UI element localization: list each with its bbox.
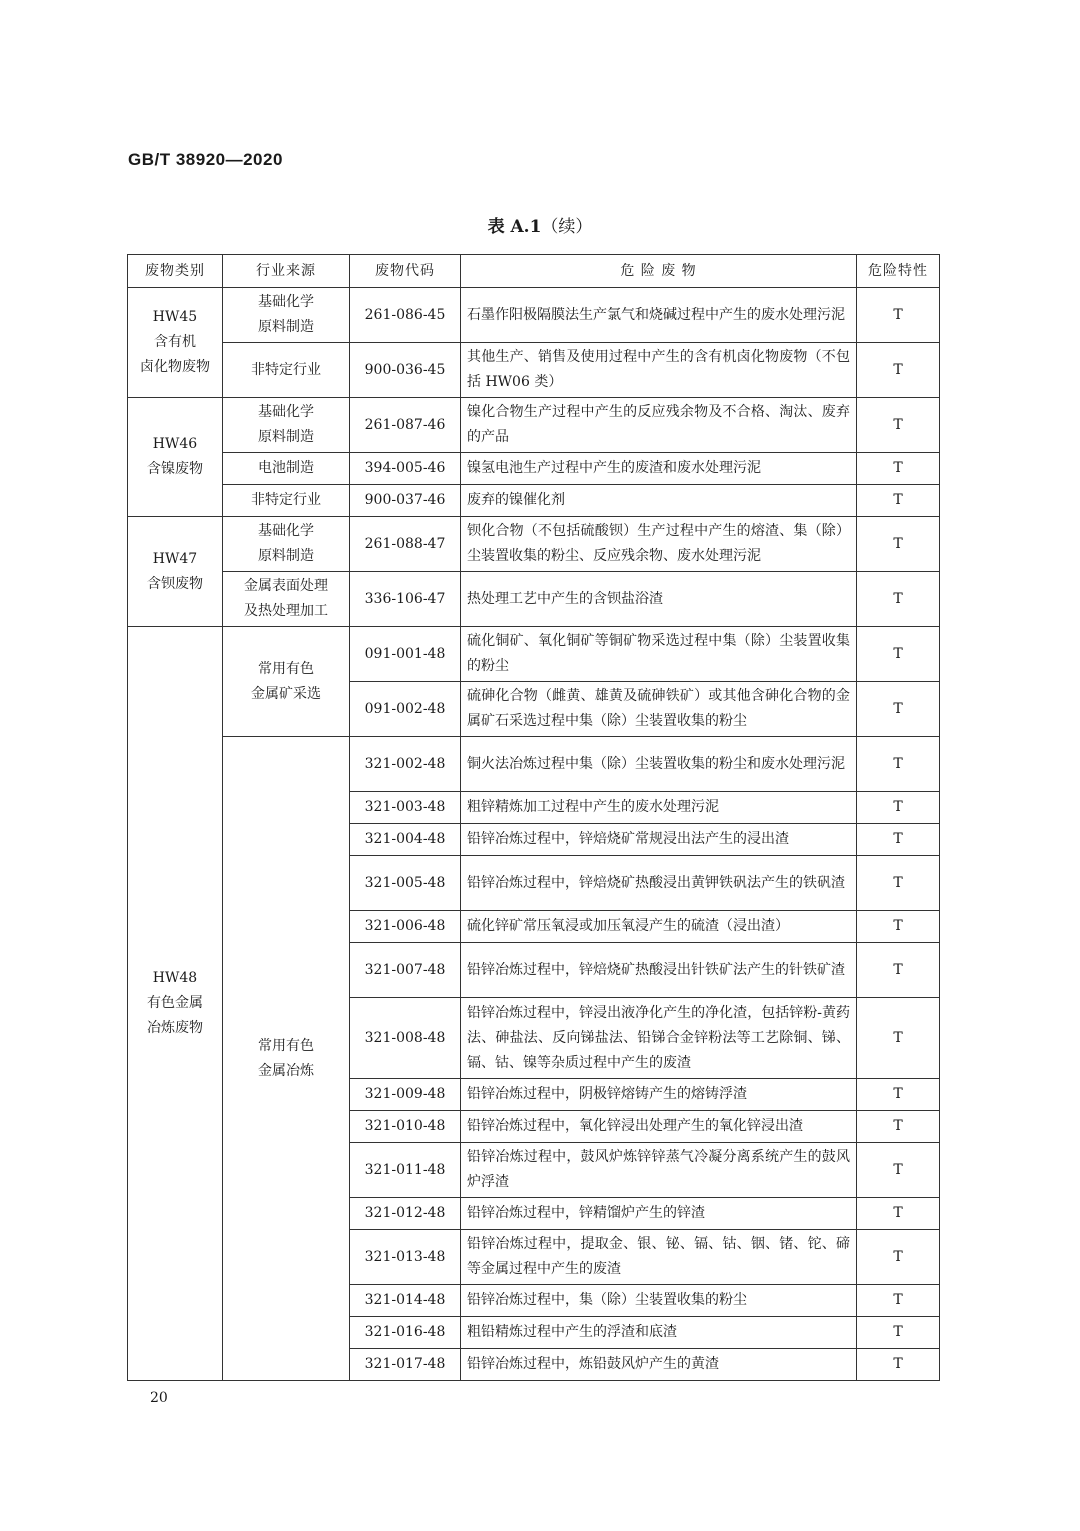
waste-desc-cell: 铅锌冶炼过程中，阴极锌熔铸产生的熔铸浮渣 — [461, 1079, 857, 1111]
code-cell: 321-012-48 — [350, 1198, 461, 1230]
waste-desc-cell: 铅锌冶炼过程中，提取金、银、铋、镉、钴、铟、锗、铊、碲等金属过程中产生的废渣 — [461, 1230, 857, 1285]
table-row — [128, 453, 940, 485]
property-cell: T — [857, 517, 940, 572]
waste-desc-cell: 铅锌冶炼过程中，锌精馏炉产生的锌渣 — [461, 1198, 857, 1230]
property-cell: T — [857, 1198, 940, 1230]
table-row — [128, 627, 940, 682]
property-cell: T — [857, 1285, 940, 1317]
waste-desc-cell: 镍化合物生产过程中产生的反应残余物及不合格、淘汰、废弃的产品 — [461, 398, 857, 453]
industry-cell: 基础化学 原料制造 — [223, 398, 350, 453]
code-cell: 321-017-48 — [350, 1349, 461, 1381]
industry-cell: 常用有色 金属冶炼 — [223, 737, 350, 1381]
header-property: 危险特性 — [857, 255, 940, 288]
header-code: 废物代码 — [350, 255, 461, 288]
property-cell: T — [857, 572, 940, 627]
waste-desc-cell: 铅锌冶炼过程中，锌焙烧矿热酸浸出黄钾铁矾法产生的铁矾渣 — [461, 856, 857, 911]
code-cell: 336-106-47 — [350, 572, 461, 627]
standard-code: GB/T 38920—2020 — [128, 150, 283, 169]
table-row — [128, 485, 940, 517]
hazardous-waste-table — [127, 254, 940, 1381]
table-row — [128, 572, 940, 627]
table-row — [128, 517, 940, 572]
property-cell: T — [857, 792, 940, 824]
waste-desc-cell: 其他生产、销售及使用过程中产生的含有机卤化物废物（不包括 HW06 类） — [461, 343, 857, 398]
property-cell: T — [857, 1230, 940, 1285]
waste-desc-cell: 镍氢电池生产过程中产生的废渣和废水处理污泥 — [461, 453, 857, 485]
property-cell: T — [857, 737, 940, 792]
property-cell: T — [857, 824, 940, 856]
category-hw46: HW46 含镍废物 — [128, 398, 223, 517]
code-cell: 261-086-45 — [350, 288, 461, 343]
waste-desc-cell: 废弃的镍催化剂 — [461, 485, 857, 517]
code-cell: 321-006-48 — [350, 911, 461, 943]
code-cell: 321-011-48 — [350, 1143, 461, 1198]
waste-desc-cell: 钡化合物（不包括硫酸钡）生产过程中产生的熔渣、集（除）尘装置收集的粉尘、反应残余物、废水处理污泥 — [461, 517, 857, 572]
waste-desc-cell: 铅锌冶炼过程中，锌浸出液净化产生的净化渣，包括锌粉-黄药法、砷盐法、反向锑盐法、铅锑合金锌粉法等工艺除铜、锑、镉、钴、镍等杂质过程中产生的废渣 — [461, 998, 857, 1079]
table-row — [128, 288, 940, 343]
waste-desc-cell: 铅锌冶炼过程中，集（除）尘装置收集的粉尘 — [461, 1285, 857, 1317]
waste-desc-cell: 粗铅精炼过程中产生的浮渣和底渣 — [461, 1317, 857, 1349]
waste-desc-cell: 石墨作阳极隔膜法生产氯气和烧碱过程中产生的废水处理污泥 — [461, 288, 857, 343]
table-caption-label: 表 A.1 — [487, 217, 542, 237]
code-cell: 321-016-48 — [350, 1317, 461, 1349]
waste-desc-cell: 硫化铜矿、氧化铜矿等铜矿物采选过程中集（除）尘装置收集的粉尘 — [461, 627, 857, 682]
industry-cell: 基础化学 原料制造 — [223, 517, 350, 572]
property-cell: T — [857, 343, 940, 398]
code-cell: 321-010-48 — [350, 1111, 461, 1143]
code-cell: 321-009-48 — [350, 1079, 461, 1111]
header-category: 废物类别 — [128, 255, 223, 288]
code-cell: 900-036-45 — [350, 343, 461, 398]
property-cell: T — [857, 1349, 940, 1381]
code-cell: 091-002-48 — [350, 682, 461, 737]
property-cell: T — [857, 998, 940, 1079]
code-cell: 321-003-48 — [350, 792, 461, 824]
page-number: 20 — [150, 1390, 168, 1406]
property-cell: T — [857, 1111, 940, 1143]
property-cell: T — [857, 453, 940, 485]
table-row — [128, 343, 940, 398]
code-cell: 394-005-46 — [350, 453, 461, 485]
property-cell: T — [857, 943, 940, 998]
code-cell: 900-037-46 — [350, 485, 461, 517]
table-caption — [0, 212, 1080, 237]
table-caption-suffix: （续） — [541, 217, 593, 237]
property-cell: T — [857, 911, 940, 943]
code-cell: 321-013-48 — [350, 1230, 461, 1285]
code-cell: 261-087-46 — [350, 398, 461, 453]
industry-cell: 电池制造 — [223, 453, 350, 485]
waste-desc-cell: 铜火法冶炼过程中集（除）尘装置收集的粉尘和废水处理污泥 — [461, 737, 857, 792]
property-cell: T — [857, 627, 940, 682]
code-cell: 261-088-47 — [350, 517, 461, 572]
waste-desc-cell: 粗锌精炼加工过程中产生的废水处理污泥 — [461, 792, 857, 824]
code-cell: 321-007-48 — [350, 943, 461, 998]
table-row — [128, 398, 940, 453]
waste-desc-cell: 硫砷化合物（雌黄、雄黄及硫砷铁矿）或其他含砷化合物的金属矿石采选过程中集（除）尘装置收集的粉尘 — [461, 682, 857, 737]
code-cell: 321-014-48 — [350, 1285, 461, 1317]
property-cell: T — [857, 856, 940, 911]
waste-desc-cell: 热处理工艺中产生的含钡盐浴渣 — [461, 572, 857, 627]
property-cell: T — [857, 1317, 940, 1349]
category-hw47: HW47 含钡废物 — [128, 517, 223, 627]
table-row — [128, 737, 940, 792]
waste-desc-cell: 铅锌冶炼过程中，锌焙烧矿常规浸出法产生的浸出渣 — [461, 824, 857, 856]
code-cell: 321-002-48 — [350, 737, 461, 792]
code-cell: 091-001-48 — [350, 627, 461, 682]
property-cell: T — [857, 1079, 940, 1111]
property-cell: T — [857, 1143, 940, 1198]
table-header-row — [128, 255, 940, 288]
code-cell: 321-008-48 — [350, 998, 461, 1079]
waste-desc-cell: 铅锌冶炼过程中，锌焙烧矿热酸浸出针铁矿法产生的针铁矿渣 — [461, 943, 857, 998]
industry-cell: 金属表面处理 及热处理加工 — [223, 572, 350, 627]
waste-desc-cell: 铅锌冶炼过程中，鼓风炉炼锌锌蒸气冷凝分离系统产生的鼓风炉浮渣 — [461, 1143, 857, 1198]
property-cell: T — [857, 485, 940, 517]
property-cell: T — [857, 398, 940, 453]
waste-desc-cell: 硫化锌矿常压氧浸或加压氧浸产生的硫渣（浸出渣） — [461, 911, 857, 943]
category-hw48: HW48 有色金属 冶炼废物 — [128, 627, 223, 1381]
industry-cell: 基础化学 原料制造 — [223, 288, 350, 343]
property-cell: T — [857, 288, 940, 343]
code-cell: 321-005-48 — [350, 856, 461, 911]
industry-cell: 非特定行业 — [223, 485, 350, 517]
industry-cell: 非特定行业 — [223, 343, 350, 398]
waste-desc-cell: 铅锌冶炼过程中，氧化锌浸出处理产生的氧化锌浸出渣 — [461, 1111, 857, 1143]
category-hw45: HW45 含有机 卤化物废物 — [128, 288, 223, 398]
property-cell: T — [857, 682, 940, 737]
waste-desc-cell: 铅锌冶炼过程中，炼铅鼓风炉产生的黄渣 — [461, 1349, 857, 1381]
header-waste: 危 险 废 物 — [461, 255, 857, 288]
code-cell: 321-004-48 — [350, 824, 461, 856]
header-industry: 行业来源 — [223, 255, 350, 288]
industry-cell: 常用有色 金属矿采选 — [223, 627, 350, 737]
